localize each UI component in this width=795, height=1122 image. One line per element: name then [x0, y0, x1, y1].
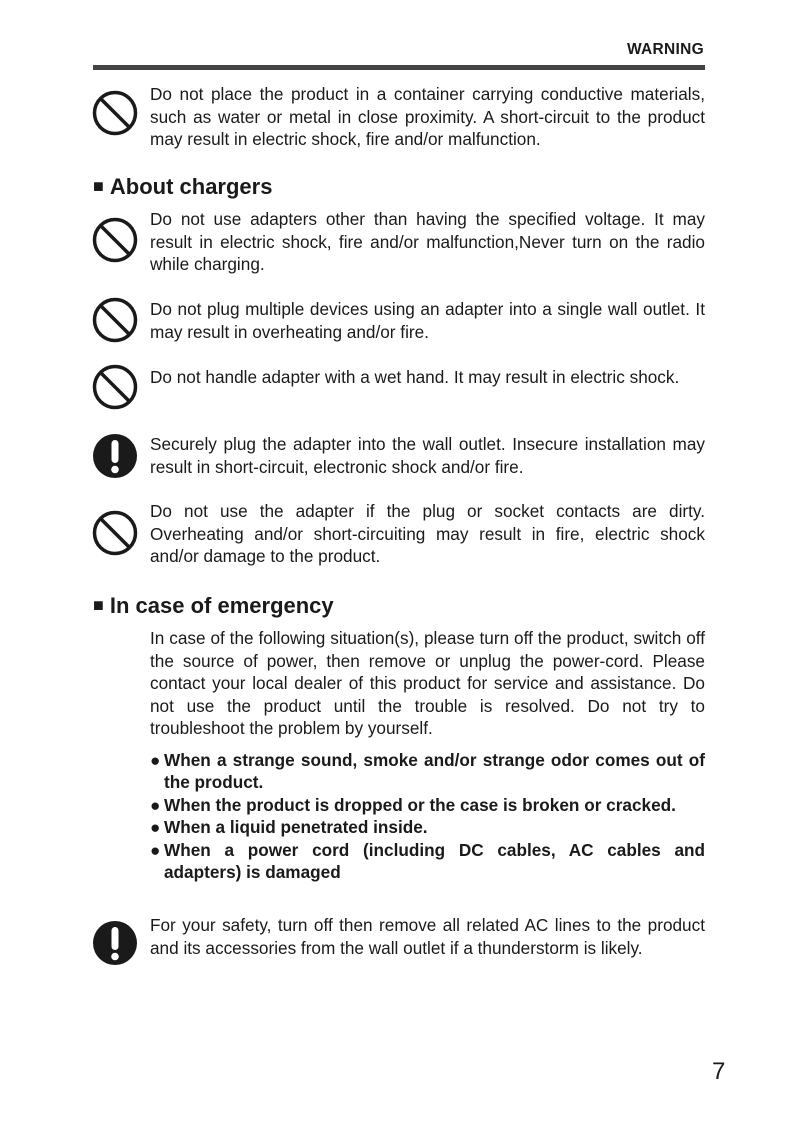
list-item-text: When a strange sound, smoke and/or strange odor comes out of the product. [164, 750, 705, 793]
notice-text: Do not use adapters other than having the specified voltage. It may result in electric shock, fire and/or malfunction,Never turn on the radio while charging. [150, 209, 705, 274]
prohibition-icon [92, 217, 138, 263]
list-item-text: When a liquid penetrated inside. [164, 817, 428, 838]
list-item [150, 839, 705, 884]
heading-text: In case of emergency [109, 593, 334, 618]
emergency-intro-text: In case of the following situation(s), please turn off the product, switch off the source of power, then remove or unplug the power-cord. Please contact your local dealer of this product for service and assistance. Do not use the product until the trouble is resolved. Do not try to troubleshoot the problem by yourself. [150, 628, 705, 738]
notice-text: For your safety, turn off then remove all related AC lines to the product and its accessories from the wall outlet if a thunderstorm is likely. [150, 915, 705, 958]
notice-text: Do not place the product in a container carrying conductive materials, such as water or metal in close proximity. A short-circuit to the product may result in electric shock, fire and/or malfunction. [150, 84, 705, 149]
page-number: 7 [712, 1058, 726, 1085]
emergency-situation-list [150, 749, 705, 883]
list-item [150, 749, 705, 794]
list-item [150, 816, 705, 838]
heading-square-marker: ■ [93, 176, 104, 196]
notice-text: Do not use the adapter if the plug or socket contacts are dirty. Overheating and/or short-circuiting may result in fire, electric shock and/or damage to the product. [150, 501, 705, 566]
header-rule [93, 65, 705, 70]
notice-text: Do not plug multiple devices using an adapter into a single wall outlet. It may result in overheating and/or fire. [150, 299, 705, 342]
prohibition-icon [92, 297, 138, 343]
prohibition-icon [92, 90, 138, 136]
section-heading-chargers [93, 174, 272, 200]
section-heading-emergency [93, 593, 334, 619]
mandatory-exclamation-icon [92, 920, 138, 966]
prohibition-icon [92, 510, 138, 556]
page-header-title: WARNING [626, 41, 704, 58]
mandatory-exclamation-icon [92, 433, 138, 479]
bullet-dot: ● [150, 839, 161, 860]
list-item [150, 794, 705, 816]
bullet-dot: ● [150, 750, 161, 770]
list-item-text: When the product is dropped or the case is broken or cracked. [164, 794, 676, 815]
heading-text: About chargers [109, 174, 273, 199]
prohibition-icon [92, 364, 138, 410]
heading-square-marker: ■ [93, 595, 104, 615]
bullet-dot: ● [150, 794, 161, 815]
list-item-text: When a power cord (including DC cables, AC cables and adapters) is damaged [164, 839, 705, 883]
bullet-dot: ● [150, 817, 161, 838]
notice-text: Do not handle adapter with a wet hand. It may result in electric shock. [150, 367, 680, 387]
notice-text: Securely plug the adapter into the wall outlet. Insecure installation may result in short-circuit, electronic shock and/or fire. [150, 434, 705, 477]
